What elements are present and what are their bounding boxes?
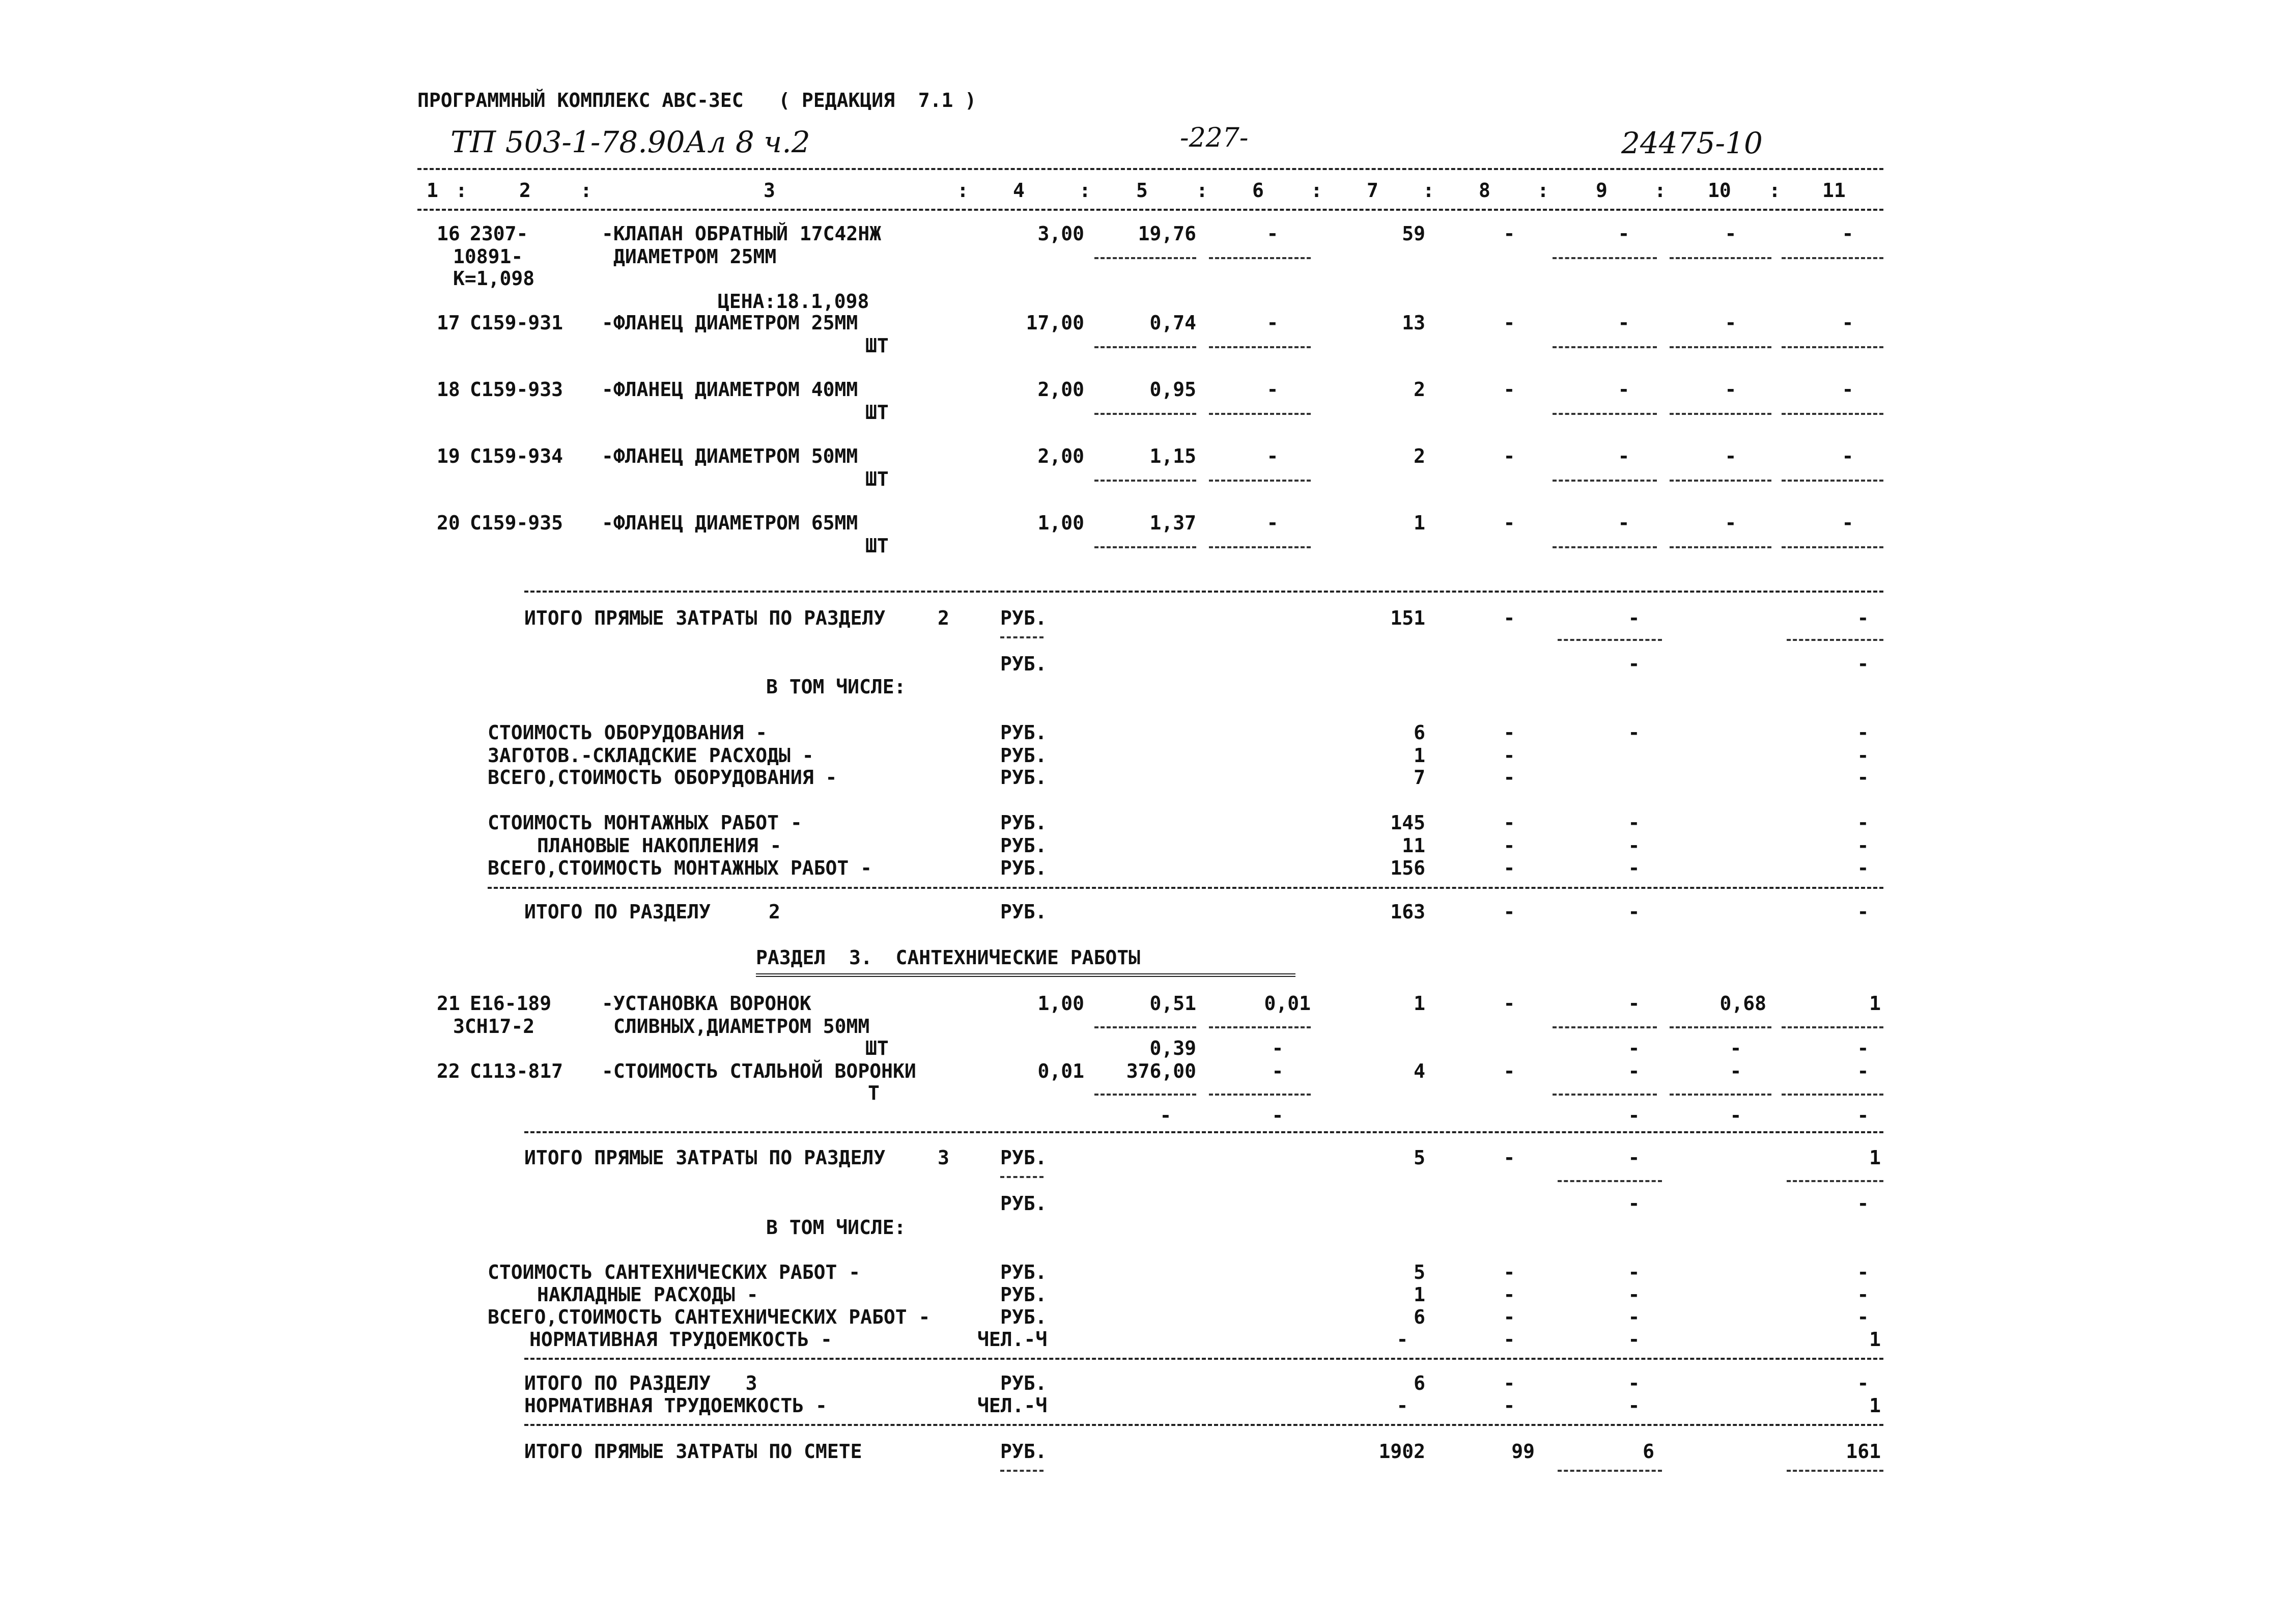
breakdown-col11: - [1857, 1306, 1869, 1328]
item-col6: - [1272, 1060, 1284, 1082]
total-col11: - [1857, 1192, 1869, 1215]
breakdown-unit: ЧЕЛ.-Ч [977, 1328, 1048, 1351]
item-quantity: 2,00 [1037, 378, 1084, 401]
total-unit: РУБ. [1000, 653, 1047, 675]
col-3-label: 3 [764, 179, 775, 202]
col-6-label: 6 [1252, 179, 1264, 202]
sum-col11: - [1857, 1372, 1869, 1394]
total-col9: - [1628, 1146, 1640, 1169]
item-price: 376,00 [1126, 1060, 1196, 1082]
item-price-note: ЦЕНА:18.1,098 [718, 290, 869, 313]
col-sep: : [456, 179, 467, 202]
item-name: -ФЛАНЕЦ ДИАМЕТРОМ 65ММ [602, 512, 858, 534]
breakdown-unit: РУБ. [1000, 811, 1047, 834]
item-code: С159-931 [470, 312, 563, 334]
item-col8: - [1503, 1060, 1515, 1082]
item-col11: - [1857, 1060, 1869, 1082]
item-name: -СТОИМОСТЬ СТАЛЬНОЙ ВОРОНКИ [602, 1060, 916, 1082]
breakdown-label: НАКЛАДНЫЕ РАСХОДЫ - [537, 1283, 758, 1306]
breakdown-unit: РУБ. [1000, 1261, 1047, 1283]
document-code: 24475-10 [1621, 126, 1763, 160]
total-col11: - [1857, 653, 1869, 675]
item-col11: - [1842, 512, 1854, 534]
col-sep: : [957, 179, 969, 202]
breakdown-col11: - [1857, 811, 1869, 834]
item-quantity: 0,01 [1037, 1060, 1084, 1082]
breakdown-col7: 6 [1414, 1306, 1425, 1328]
col-9-label: 9 [1596, 179, 1608, 202]
breakdown-label: ПЛАНОВЫЕ НАКОПЛЕНИЯ - [537, 834, 782, 857]
total-col8: - [1503, 1146, 1515, 1169]
item-code: Е16-189 [470, 992, 552, 1015]
item-col10: 0,68 [1719, 992, 1766, 1015]
breakdown-col7: 1 [1414, 744, 1425, 767]
item-col11: - [1842, 312, 1854, 334]
item-name: СЛИВНЫХ,ДИАМЕТРОМ 50ММ [613, 1015, 870, 1038]
item-col6: - [1266, 222, 1279, 245]
total-col9: - [1628, 607, 1640, 629]
col-sep: : [1079, 179, 1091, 202]
item-unit: ШТ [865, 334, 889, 357]
breakdown-col8: - [1503, 834, 1515, 857]
section-2-sum-rule [488, 887, 1883, 889]
item-col9: - [1618, 222, 1630, 245]
col-7-label: 7 [1367, 179, 1378, 202]
total-unit: РУБ. [1000, 607, 1047, 629]
breakdown-col7: 11 [1402, 834, 1425, 857]
col-sep: : [1537, 179, 1549, 202]
sum-col7: 6 [1414, 1372, 1425, 1394]
total-col8: - [1503, 607, 1515, 629]
col-sep: : [1769, 179, 1781, 202]
breakdown-col9: - [1628, 857, 1640, 879]
sum-unit: РУБ. [1000, 901, 1047, 923]
item-unit: ШТ [865, 535, 889, 557]
header-rule-top [417, 168, 1883, 170]
item-col6: - [1266, 378, 1279, 401]
col-5-label: 5 [1136, 179, 1148, 202]
total-col7: 5 [1414, 1146, 1425, 1169]
item-col11-secondary: - [1857, 1104, 1869, 1127]
breakdown-col8: - [1503, 857, 1515, 879]
item-quantity: 17,00 [1026, 312, 1084, 334]
breakdown-col9: - [1628, 1283, 1640, 1306]
breakdown-col7: 7 [1414, 766, 1425, 789]
item-col8: - [1503, 222, 1515, 245]
item-quantity: 1,00 [1037, 512, 1084, 534]
breakdown-col8: - [1503, 766, 1515, 789]
total-col9: - [1628, 653, 1640, 675]
item-name: -ФЛАНЕЦ ДИАМЕТРОМ 50ММ [602, 445, 858, 467]
sum-unit: ЧЕЛ.-Ч [977, 1394, 1048, 1417]
item-col6: - [1266, 512, 1279, 534]
breakdown-col8: - [1503, 811, 1515, 834]
item-name: ДИАМЕТРОМ 25ММ [613, 245, 777, 268]
grand-total-col7: 1902 [1378, 1440, 1425, 1463]
breakdown-col11: - [1857, 766, 1869, 789]
breakdown-col11: - [1857, 744, 1869, 767]
item-name: -КЛАПАН ОБРАТНЫЙ 17С42НЖ [602, 222, 882, 245]
item-number: 16 [437, 222, 460, 245]
item-unit: ШТ [865, 401, 889, 424]
item-quantity: 1,00 [1037, 992, 1084, 1015]
breakdown-unit: РУБ. [1000, 744, 1047, 767]
breakdown-col11: - [1857, 1261, 1869, 1283]
item-name: -ФЛАНЕЦ ДИАМЕТРОМ 40ММ [602, 378, 858, 401]
section-3-rule [524, 1131, 1883, 1133]
breakdown-col7: 5 [1414, 1261, 1425, 1283]
item-code: С159-933 [470, 378, 563, 401]
breakdown-unit: РУБ. [1000, 1283, 1047, 1306]
item-unit: ШТ [865, 1037, 889, 1059]
item-unit: ШТ [865, 468, 889, 490]
item-col9: - [1618, 512, 1630, 534]
breakdown-col8: - [1503, 721, 1515, 744]
item-code: 3СН17-2 [453, 1015, 535, 1038]
item-col7: 4 [1414, 1060, 1425, 1082]
col-sep: : [580, 179, 592, 202]
item-col6: 0,01 [1264, 992, 1311, 1015]
sum-unit: РУБ. [1000, 1372, 1047, 1394]
sum-col9: - [1628, 1372, 1640, 1394]
item-code: С159-934 [470, 445, 563, 467]
total-col7: 151 [1390, 607, 1425, 629]
grand-total-col11: 161 [1846, 1440, 1881, 1463]
total-label: ИТОГО ПРЯМЫЕ ЗАТРАТЫ ПО РАЗДЕЛУ [524, 1146, 886, 1169]
item-col11: - [1842, 445, 1854, 467]
total-col9: - [1628, 1192, 1640, 1215]
breakdown-label: СТОИМОСТЬ МОНТАЖНЫХ РАБОТ - [488, 811, 802, 834]
item-price: 1,15 [1149, 445, 1196, 467]
header-rule-bottom [417, 209, 1883, 211]
item-col9-secondary: - [1628, 1037, 1640, 1059]
item-quantity: 3,00 [1037, 222, 1084, 245]
breakdown-col8: - [1503, 1261, 1515, 1283]
item-col9-secondary: - [1628, 1104, 1640, 1127]
item-col9: - [1618, 445, 1630, 467]
item-col6: - [1266, 312, 1279, 334]
item-col10: - [1725, 445, 1737, 467]
item-col6-secondary: - [1272, 1037, 1284, 1059]
breakdown-col8: - [1503, 1283, 1515, 1306]
grand-total-unit: РУБ. [1000, 1440, 1047, 1463]
breakdown-col7: 1 [1414, 1283, 1425, 1306]
total-unit: РУБ. [1000, 1192, 1047, 1215]
breakdown-col7: 156 [1390, 857, 1425, 879]
col-8-label: 8 [1479, 179, 1490, 202]
item-col10: - [1725, 222, 1737, 245]
page-number: -227- [1180, 123, 1249, 153]
total-col11: - [1857, 607, 1869, 629]
section-3-title-underline [756, 973, 1295, 977]
item-col11: - [1842, 222, 1854, 245]
item-col9: - [1618, 378, 1630, 401]
including-label: В ТОМ ЧИСЛЕ: [766, 1216, 906, 1239]
sum-section-number: 2 [769, 901, 780, 923]
breakdown-unit: РУБ. [1000, 766, 1047, 789]
breakdown-label: ВСЕГО,СТОИМОСТЬ ОБОРУДОВАНИЯ - [488, 766, 837, 789]
item-code: С113-817 [470, 1060, 563, 1082]
grand-total-col8: 99 [1511, 1440, 1535, 1463]
breakdown-unit: РУБ. [1000, 721, 1047, 744]
item-col7: 2 [1414, 378, 1425, 401]
program-title: ПРОГРАММНЫЙ КОМПЛЕКС АВС-3ЕС ( РЕДАКЦИЯ 7.1 ) [417, 89, 977, 111]
item-col11: 1 [1869, 992, 1881, 1015]
total-section-number: 2 [938, 607, 949, 629]
item-col7: 59 [1402, 222, 1425, 245]
project-code: ТП 503-1-78.90Ал 8 ч.2 [450, 125, 810, 159]
item-col9: - [1618, 312, 1630, 334]
breakdown-unit: РУБ. [1000, 857, 1047, 879]
breakdown-col9: - [1628, 1261, 1640, 1283]
item-price-secondary: - [1160, 1104, 1172, 1127]
item-price: 19,76 [1138, 222, 1196, 245]
col-sep: : [1423, 179, 1434, 202]
breakdown-unit: РУБ. [1000, 1306, 1047, 1328]
item-col10: - [1730, 1060, 1742, 1082]
item-col10: - [1725, 512, 1737, 534]
breakdown-label: ВСЕГО,СТОИМОСТЬ МОНТАЖНЫХ РАБОТ - [488, 857, 872, 879]
item-col11-secondary: - [1857, 1037, 1869, 1059]
item-col6-secondary: - [1272, 1104, 1284, 1127]
breakdown-col9: - [1628, 1328, 1640, 1351]
section-3-title: РАЗДЕЛ 3. САНТЕХНИЧЕСКИЕ РАБОТЫ [756, 946, 1140, 969]
item-col7: 1 [1414, 512, 1425, 534]
sum-label: НОРМАТИВНАЯ ТРУДОЕМКОСТЬ - [524, 1394, 827, 1417]
item-unit: Т [868, 1082, 880, 1104]
col-sep: : [1311, 179, 1322, 202]
breakdown-label: СТОИМОСТЬ САНТЕХНИЧЕСКИХ РАБОТ - [488, 1261, 861, 1283]
total-label: ИТОГО ПРЯМЫЕ ЗАТРАТЫ ПО РАЗДЕЛУ [524, 607, 886, 629]
grand-total-col9: 6 [1643, 1440, 1654, 1463]
sum-col7: 163 [1390, 901, 1425, 923]
col-sep: : [1654, 179, 1666, 202]
item-col10: - [1725, 312, 1737, 334]
sum-col7: - [1396, 1394, 1408, 1417]
breakdown-col11: - [1857, 721, 1869, 744]
col-4-label: 4 [1013, 179, 1025, 202]
sum-col9: - [1628, 1394, 1640, 1417]
item-price-secondary: 0,39 [1149, 1037, 1196, 1059]
item-col8: - [1503, 312, 1515, 334]
grand-total-rule [524, 1424, 1883, 1426]
col-sep: : [1196, 179, 1208, 202]
item-col7: 13 [1402, 312, 1425, 334]
col-11-label: 11 [1822, 179, 1846, 202]
item-col9: - [1628, 992, 1640, 1015]
section-2-rule [524, 591, 1883, 593]
breakdown-col9: - [1628, 1306, 1640, 1328]
breakdown-col11: - [1857, 834, 1869, 857]
item-name: -УСТАНОВКА ВОРОНОК [602, 992, 811, 1015]
breakdown-col11: - [1857, 1283, 1869, 1306]
total-section-number: 3 [938, 1146, 949, 1169]
item-code: 2307- [470, 222, 528, 245]
item-col10-secondary: - [1730, 1037, 1742, 1059]
breakdown-col11: - [1857, 857, 1869, 879]
sum-col8: - [1503, 1394, 1515, 1417]
item-price: 0,51 [1149, 992, 1196, 1015]
item-number: 21 [437, 992, 460, 1015]
item-col8: - [1503, 445, 1515, 467]
item-col10: - [1725, 378, 1737, 401]
breakdown-col7: 145 [1390, 811, 1425, 834]
breakdown-label: ВСЕГО,СТОИМОСТЬ САНТЕХНИЧЕСКИХ РАБОТ - [488, 1306, 930, 1328]
sum-label: ИТОГО ПО РАЗДЕЛУ [524, 901, 711, 923]
breakdown-label: ЗАГОТОВ.-СКЛАДСКИЕ РАСХОДЫ - [488, 744, 814, 767]
sum-col9: - [1628, 901, 1640, 923]
including-label: В ТОМ ЧИСЛЕ: [766, 676, 906, 698]
item-col7: 2 [1414, 445, 1425, 467]
item-number: 18 [437, 378, 460, 401]
breakdown-col7: - [1396, 1328, 1408, 1351]
col-2-label: 2 [519, 179, 531, 202]
item-col8: - [1503, 992, 1515, 1015]
breakdown-col8: - [1503, 1328, 1515, 1351]
item-code: 10891- [453, 245, 523, 268]
col-10-label: 10 [1708, 179, 1731, 202]
sum-col8: - [1503, 1372, 1515, 1394]
item-col9: - [1628, 1060, 1640, 1082]
breakdown-col8: - [1503, 1306, 1515, 1328]
item-number: 17 [437, 312, 460, 334]
breakdown-col7: 6 [1414, 721, 1425, 744]
grand-total-label: ИТОГО ПРЯМЫЕ ЗАТРАТЫ ПО СМЕТЕ [524, 1440, 862, 1463]
breakdown-unit: РУБ. [1000, 834, 1047, 857]
total-col11: 1 [1869, 1146, 1881, 1169]
breakdown-col8: - [1503, 744, 1515, 767]
item-price: 0,95 [1149, 378, 1196, 401]
item-code: К=1,098 [453, 267, 535, 290]
item-price: 0,74 [1149, 312, 1196, 334]
col-1-label: 1 [427, 179, 438, 202]
item-code: С159-935 [470, 512, 563, 534]
sum-col8: - [1503, 901, 1515, 923]
item-quantity: 2,00 [1037, 445, 1084, 467]
item-col7: 1 [1414, 992, 1425, 1015]
section-3-sum-rule [524, 1358, 1883, 1360]
breakdown-col9: - [1628, 811, 1640, 834]
breakdown-label: НОРМАТИВНАЯ ТРУДОЕМКОСТЬ - [529, 1328, 832, 1351]
breakdown-col9: - [1628, 834, 1640, 857]
item-col8: - [1503, 378, 1515, 401]
sum-col11: - [1857, 901, 1869, 923]
item-col10-secondary: - [1730, 1104, 1742, 1127]
total-unit: РУБ. [1000, 1146, 1047, 1169]
breakdown-col9: - [1628, 721, 1640, 744]
sum-label: ИТОГО ПО РАЗДЕЛУ 3 [524, 1372, 757, 1394]
item-number: 22 [437, 1060, 460, 1082]
item-number: 19 [437, 445, 460, 467]
breakdown-label: СТОИМОСТЬ ОБОРУДОВАНИЯ - [488, 721, 768, 744]
item-col6: - [1266, 445, 1279, 467]
item-number: 20 [437, 512, 460, 534]
item-col11: - [1842, 378, 1854, 401]
sum-col11: 1 [1869, 1394, 1881, 1417]
item-price: 1,37 [1149, 512, 1196, 534]
item-col8: - [1503, 512, 1515, 534]
breakdown-col11: 1 [1869, 1328, 1881, 1351]
item-name: -ФЛАНЕЦ ДИАМЕТРОМ 25ММ [602, 312, 858, 334]
